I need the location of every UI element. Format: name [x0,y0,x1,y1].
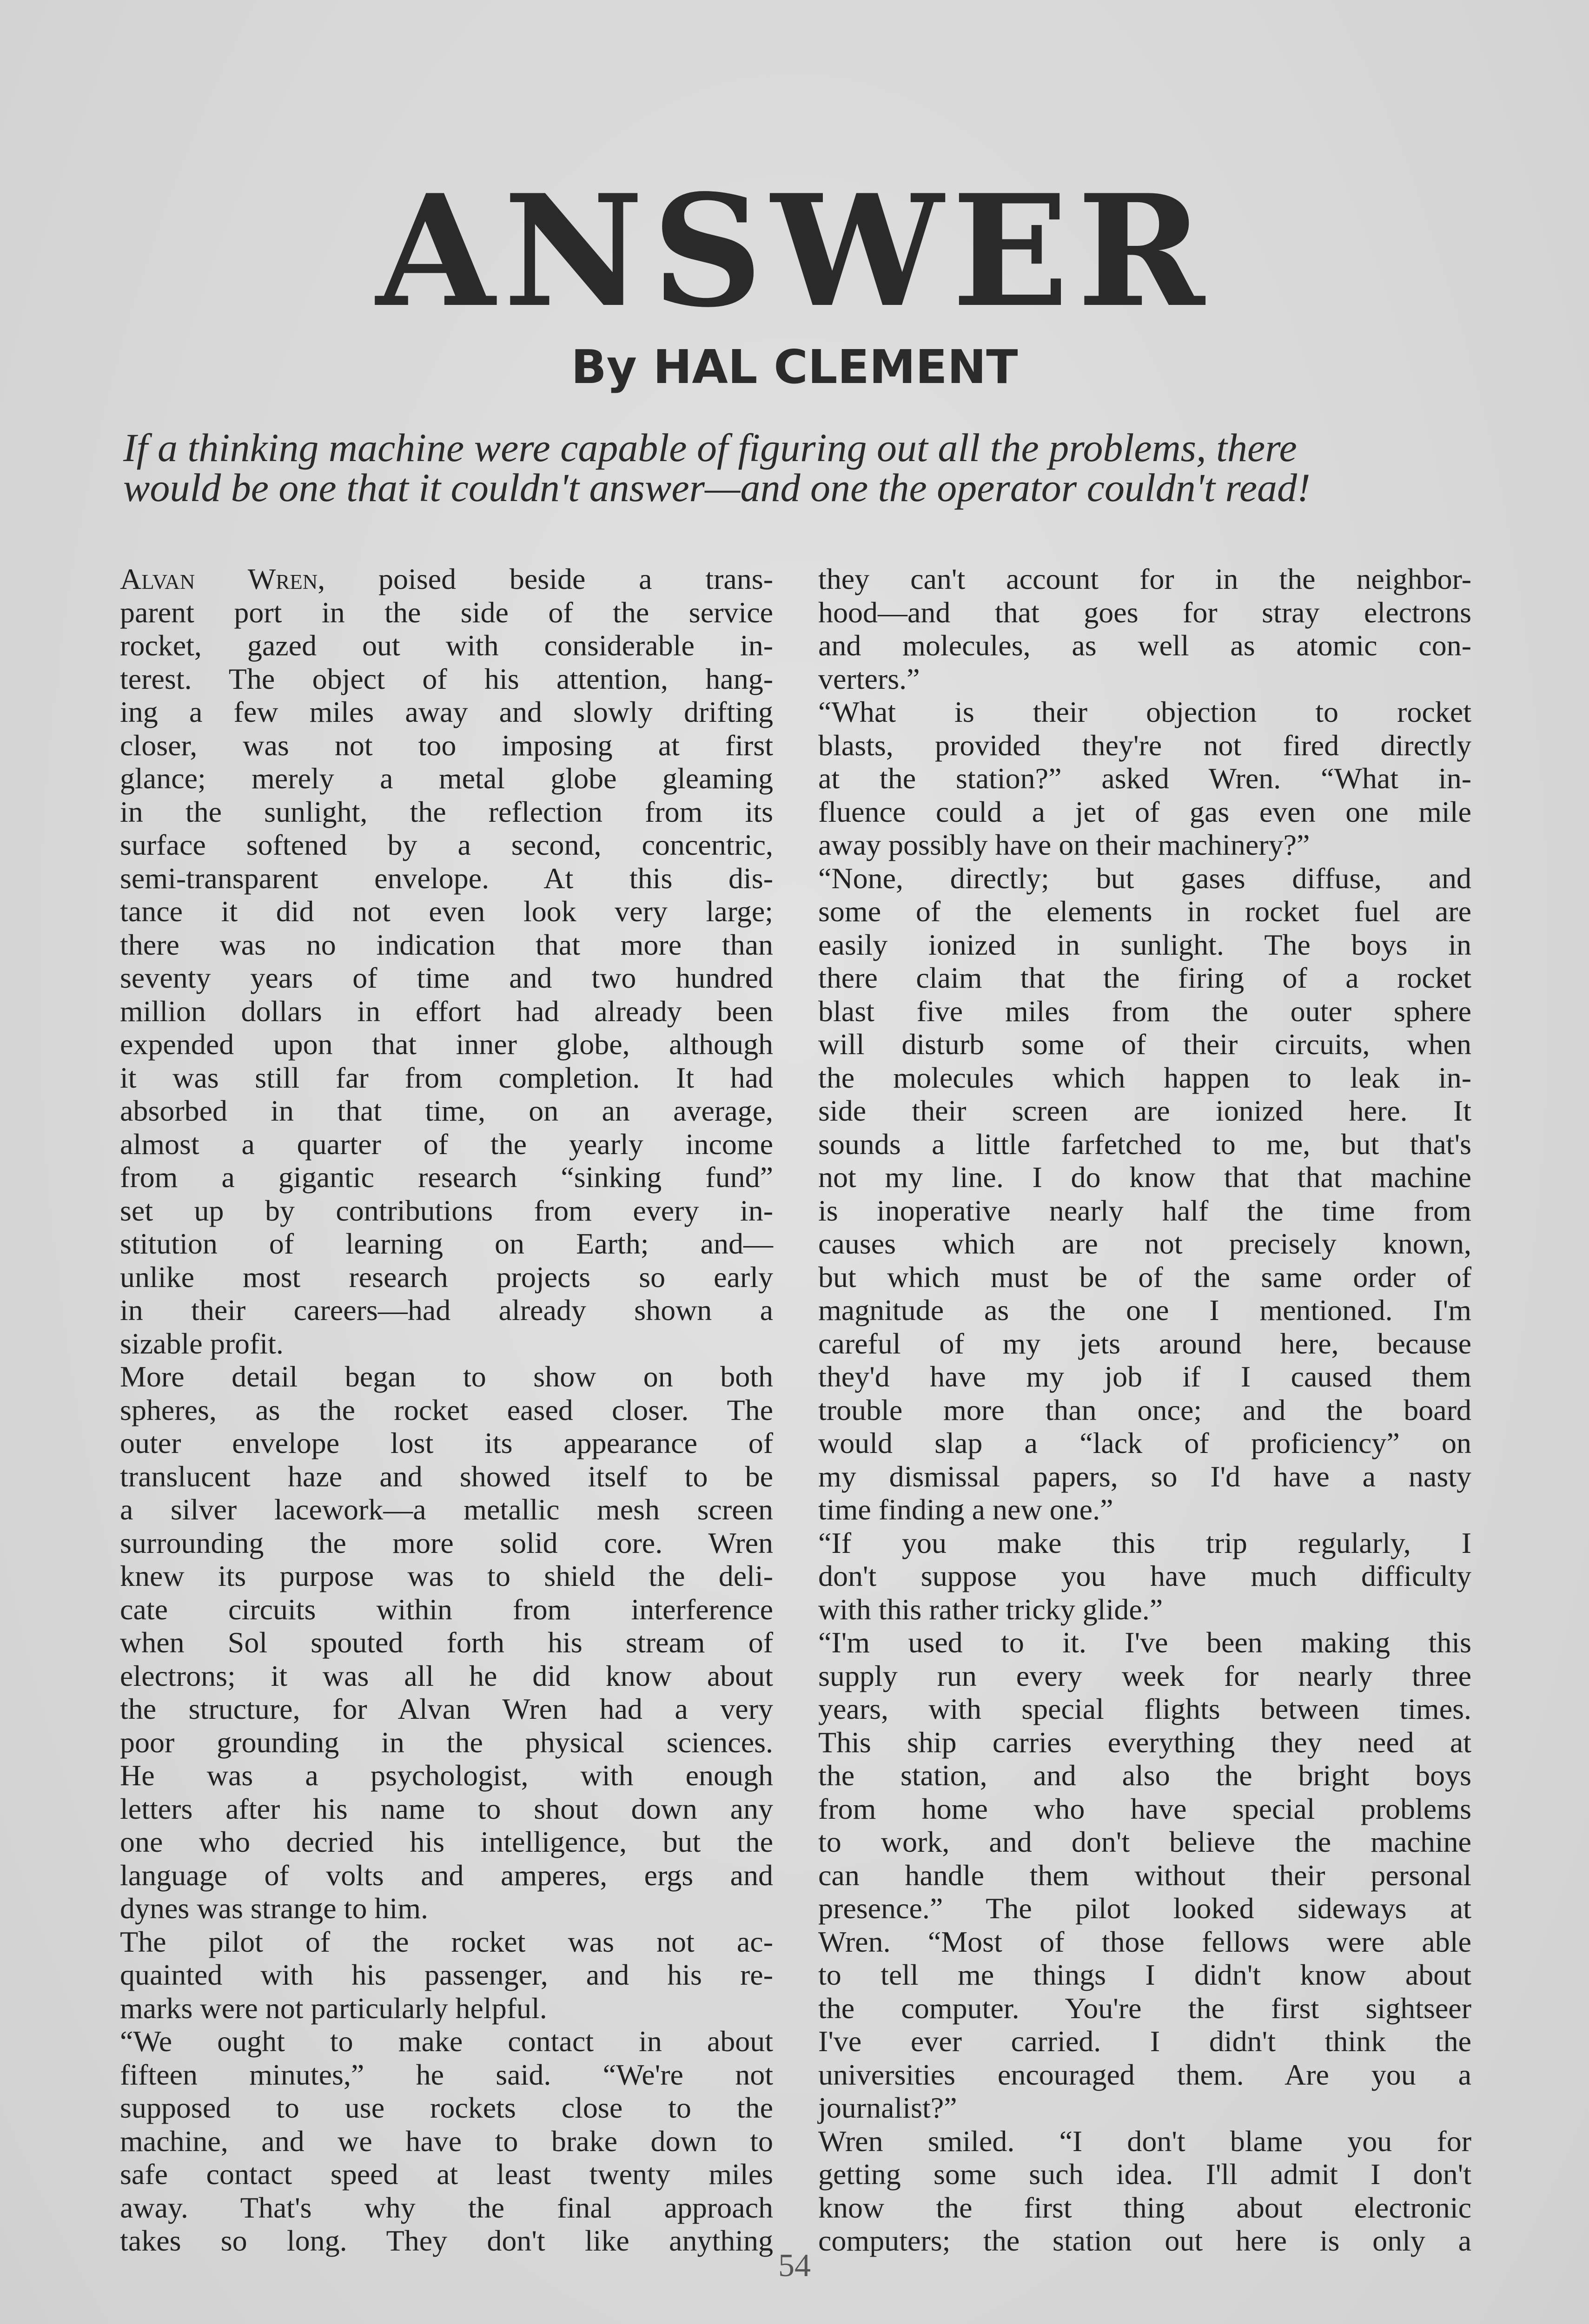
text-line: there was no indication that more than [120,928,773,961]
text-line: “If you make this trip regularly, I [818,1526,1471,1559]
text-line: presence.” The pilot looked sideways at [818,1892,1471,1925]
text-line: sizable profit. [120,1327,284,1360]
opening-line [120,562,773,596]
text-line: it was still far from completion. It had [120,1061,773,1094]
story-title: ANSWER [376,161,1213,341]
text-line: ing a few miles away and slowly drifting [120,695,773,728]
text-line: electrons; it was all he did know about [120,1659,773,1692]
text-line: More detail began to show on both [120,1360,773,1393]
text-line: “We ought to make contact in about [120,2025,773,2058]
text-line: outer envelope lost its appearance of [120,1426,773,1459]
text-line: with this rather tricky glide.” [818,1592,1163,1626]
text-line: universities encouraged them. Are you a [818,2058,1471,2091]
text-line: in their careers—had already shown a [120,1294,773,1327]
text-line: quainted with his passenger, and his re- [120,1958,773,1991]
text-line: from a gigantic research “sinking fund” [120,1161,773,1194]
text-line: expended upon that inner globe, although [120,1028,773,1061]
text-line: supposed to use rockets close to the [120,2091,773,2124]
text-line: computers; the station out here is only a [818,2224,1471,2257]
text-line: blasts, provided they're not fired directly [818,728,1471,762]
text-line: almost a quarter of the yearly income [120,1127,773,1161]
text-line: to tell me things I didn't know about [818,1958,1471,1991]
text-line: semi-transparent envelope. At this dis- [120,861,773,895]
text-line: away. That's why the final approach [120,2191,773,2224]
text-line: spheres, as the rocket eased closer. The [120,1393,773,1426]
text-line: glance; merely a metal globe gleaming [120,762,773,795]
text-line: “I'm used to it. I've been making this [818,1626,1471,1659]
text-line: journalist?” [818,2091,957,2124]
text-line: years, with special flights between times. [818,1692,1471,1725]
text-line: to work, and don't believe the machine [818,1825,1471,1858]
text-line: language of volts and amperes, ergs and [120,1858,773,1892]
blurb-line: If a thinking machine were capable of figuring out all the problems, there [123,425,1297,470]
page-number: 54 [778,2248,811,2284]
text-line: causes which are not precisely known, [818,1227,1471,1260]
text-line: Wren. “Most of those fellows were able [818,1925,1471,1958]
text-line: would slap a “lack of proficiency” on [818,1426,1471,1459]
text-line: cate circuits within from interference [120,1592,773,1626]
text-line: set up by contributions from every in- [120,1194,773,1227]
text-line: trouble more than once; and the board [818,1393,1471,1426]
text-line: when Sol spouted forth his stream of [120,1626,773,1659]
text-line: surrounding the more solid core. Wren [120,1526,773,1559]
text-line: million dollars in effort had already been [120,994,773,1028]
text-line: will disturb some of their circuits, when [818,1028,1471,1061]
text-line: letters after his name to shout down any [120,1792,773,1825]
text-line: dynes was strange to him. [120,1892,428,1925]
text-line: a silver lacework—a metallic mesh screen [120,1493,773,1526]
text-line: the structure, for Alvan Wren had a very [120,1692,773,1725]
story-blurb [123,425,1476,510]
text-line: getting some such idea. I'll admit I don't [818,2158,1471,2191]
text-line: the computer. You're the first sightseer [818,1991,1471,2025]
left-text-column [120,562,773,2258]
text-line: and molecules, as well as atomic con- [818,629,1471,662]
text-line: from home who have special problems [818,1792,1471,1825]
text-line: not my line. I do know that that machine [818,1161,1471,1194]
text-line: terest. The object of his attention, hang- [120,662,773,695]
text-line: I've ever carried. I didn't think the [818,2025,1471,2058]
opening-name: Alvan Wren, [120,562,325,595]
text-line: side their screen are ionized here. It [818,1094,1471,1127]
text-line: fifteen minutes,” he said. “We're not [120,2058,773,2091]
text-line: rocket, gazed out with considerable in- [120,629,773,662]
text-line: The pilot of the rocket was not ac- [120,1925,773,1958]
text-line: surface softened by a second, concentric, [120,828,773,861]
text-line: hood—and that goes for stray electrons [818,595,1471,629]
text-line: can handle them without their personal [818,1858,1471,1892]
text-line: sounds a little farfetched to me, but that's [818,1127,1471,1161]
text-line: one who decried his intelligence, but the [120,1825,773,1858]
text-line: stitution of learning on Earth; and— [120,1227,773,1260]
text-line: marks were not particularly helpful. [120,1991,547,2025]
text-line: careful of my jets around here, because [818,1327,1471,1360]
text-line: “What is their objection to rocket [818,695,1471,728]
text-line: closer, was not too imposing at first [120,728,773,762]
text-line: takes so long. They don't like anything [120,2224,773,2257]
text-line: supply run every week for nearly three [818,1659,1471,1692]
author-byline: By HAL CLEMENT [571,340,1018,394]
text-line: “None, directly; but gases diffuse, and [818,861,1471,895]
text-line: easily ionized in sunlight. The boys in [818,928,1471,961]
text-line: there claim that the firing of a rocket [818,961,1471,994]
text-line: He was a psychologist, with enough [120,1759,773,1792]
text-line: away possibly have on their machinery?” [818,828,1310,861]
text-line: they'd have my job if I caused them [818,1360,1471,1393]
text-line: in the sunlight, the reflection from its [120,795,773,828]
text-line: unlike most research projects so early [120,1260,773,1294]
text-line: verters.” [818,662,920,695]
text-line: knew its purpose was to shield the deli- [120,1559,773,1592]
text-line: fluence could a jet of gas even one mile [818,795,1471,828]
text-line: safe contact speed at least twenty miles [120,2158,773,2191]
text-line: is inoperative nearly half the time from [818,1194,1471,1227]
text-line: machine, and we have to brake down to [120,2124,773,2158]
text-line: parent port in the side of the service [120,595,773,629]
text-line: the station, and also the bright boys [818,1759,1471,1792]
text-line: time finding a new one.” [818,1493,1113,1526]
blurb-line: would be one that it couldn't answer—and one the operator couldn't read! [123,465,1311,510]
text-line: blast five miles from the outer sphere [818,994,1471,1028]
text-line: poor grounding in the physical sciences. [120,1725,773,1759]
text-line: at the station?” asked Wren. “What in- [818,762,1471,795]
text-line: my dismissal papers, so I'd have a nasty [818,1459,1471,1493]
text-line: don't suppose you have much difficulty [818,1559,1471,1592]
text-line: translucent haze and showed itself to be [120,1459,773,1493]
text-line: magnitude as the one I mentioned. I'm [818,1294,1471,1327]
text-line: seventy years of time and two hundred [120,961,773,994]
text-line: Wren smiled. “I don't blame you for [818,2124,1471,2158]
text-line: but which must be of the same order of [818,1260,1471,1294]
text-line: absorbed in that time, on an average, [120,1094,773,1127]
text-line: the molecules which happen to leak in- [818,1061,1471,1094]
text-line: some of the elements in rocket fuel are [818,895,1471,928]
text-line: This ship carries everything they need at [818,1725,1471,1759]
right-text-column [818,562,1471,2258]
text-line: they can't account for in the neighbor- [818,562,1471,595]
opening-text: poised beside a trans- [325,562,773,595]
text-line: know the first thing about electronic [818,2191,1471,2224]
text-line: tance it did not even look very large; [120,895,773,928]
